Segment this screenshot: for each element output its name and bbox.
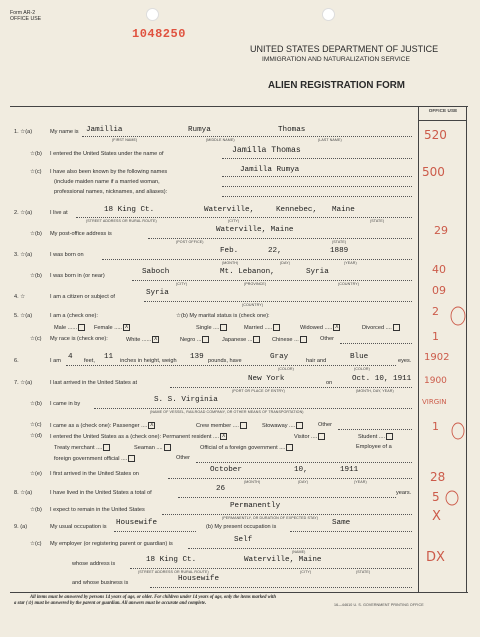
office-use-top: OFFICE USE	[10, 16, 42, 22]
office-mark-2: 2	[432, 305, 439, 318]
q7d-number: ☆(d)	[30, 433, 42, 439]
q7a-on: on	[326, 380, 333, 386]
office-mark-500: 500	[422, 165, 445, 179]
post-office-value[interactable]: Waterville, Maine	[216, 226, 294, 234]
birth-country-value[interactable]: Syria	[306, 268, 329, 276]
office-mark-dx: DX	[426, 550, 445, 565]
status-employee-label: Employee of a	[356, 444, 392, 450]
q1c-line1: I have also been known by the following names	[50, 169, 168, 175]
color-caption-1: (COLOR)	[278, 367, 294, 371]
country-caption-2: (COUNTRY)	[242, 303, 263, 307]
vessel-caption: (NAME OF VESSEL, RAILROAD COMPANY, OR OTHER MEANS OF TRANSPORTATION)	[150, 410, 304, 414]
q5b-label: ☆(b) My marital status is (check one):	[176, 313, 270, 319]
day-caption: (DAY)	[280, 261, 291, 265]
middle-name-value[interactable]: Rumya	[188, 126, 211, 134]
height-feet-value[interactable]: 4	[68, 353, 73, 361]
q6-pounds: pounds, have	[208, 358, 242, 364]
city-caption-3: (CITY)	[300, 570, 312, 574]
q1b-number: ☆(b)	[30, 151, 42, 157]
city-caption-2: (CITY)	[176, 282, 188, 286]
q1c-line3: professional names, nicknames, and aliases):	[54, 189, 168, 195]
q1b-label: I entered the United States under the name of	[50, 151, 164, 157]
q3b-label: I was born in (or near)	[50, 273, 105, 279]
employer-street-value[interactable]: 18 King Ct.	[146, 556, 197, 564]
hair-color-value[interactable]: Gray	[270, 353, 289, 361]
permanently-caption: (PERMANENTLY, OR DURATION OF EXPECTED STAY)	[222, 516, 319, 520]
office-mark-40: 40	[432, 263, 446, 276]
month-day-year-caption: (MONTH, DAY, YEAR)	[356, 389, 394, 393]
q9c-address-label: whose address is	[72, 561, 116, 567]
office-mark-520: 520	[424, 128, 447, 142]
office-mark-5: 5	[432, 490, 440, 504]
punch-hole-left	[146, 8, 159, 21]
entry-other-option[interactable]: Other	[318, 422, 332, 428]
q7a-number: 7. ☆(a)	[14, 380, 33, 386]
q6-number: 6.	[14, 358, 19, 364]
q8b-number: ☆(b)	[30, 507, 42, 513]
arrival-port-value[interactable]: New York	[248, 375, 285, 383]
footer-note-2: a star (☆) must be answered by the parent or guardian. All answers must be accurate and complete.	[14, 601, 207, 606]
q2a-number: 2. ☆(a)	[14, 210, 33, 216]
office-mark-1: 1	[432, 330, 439, 343]
business-value[interactable]: Housewife	[178, 575, 220, 583]
q2b-label: My post-office address is	[50, 231, 112, 237]
office-column-left	[418, 106, 419, 592]
status-treaty-option[interactable]: Treaty merchant ....	[54, 444, 110, 451]
marital-divorced-option[interactable]: Divorced ....	[362, 324, 400, 331]
month-caption-2: (MONTH)	[244, 480, 261, 484]
employer-value[interactable]: Self	[234, 536, 253, 544]
q6-iam: I am	[50, 358, 61, 364]
status-visitor-option[interactable]: Visitor ....	[294, 433, 325, 440]
q4-number: 4. ☆	[14, 294, 26, 300]
middle-name-caption: (MIDDLE NAME)	[206, 138, 235, 142]
day-caption-2: (DAY)	[298, 480, 309, 484]
citizenship-value[interactable]: Syria	[146, 289, 169, 297]
street-caption: (STREET ADDRESS OR RURAL ROUTE)	[86, 219, 157, 223]
race-japanese-option[interactable]: Japanese ...	[222, 336, 260, 343]
state-caption: (STATE)	[370, 219, 385, 223]
q7c-number: ☆(c)	[30, 422, 42, 428]
q7b-label: I came in by	[50, 401, 81, 407]
height-inches-value[interactable]: 11	[104, 353, 114, 361]
q8a-label: I have lived in the United States a total of	[50, 490, 152, 496]
office-mark-1900: 1900	[424, 376, 447, 386]
q7a-label: I last arrived in the United States at	[50, 380, 138, 386]
top-rule	[10, 106, 468, 107]
weight-value[interactable]: 139	[190, 353, 204, 361]
arrival-date-value[interactable]: Oct. 10, 1911	[352, 375, 412, 383]
birth-year-value[interactable]: 1889	[330, 247, 349, 255]
city-caption: (CITY)	[228, 219, 240, 223]
q1c-number: ☆(c)	[30, 169, 42, 175]
entry-passenger-option[interactable]: I came as a (check one): Passenger .... X	[50, 422, 154, 429]
year-caption: (YEAR)	[344, 261, 357, 265]
form-id: Form AR-2	[10, 10, 36, 16]
status-seaman-option[interactable]: Seaman ....	[134, 444, 171, 451]
q3a-number: 3. ☆(a)	[14, 252, 33, 258]
q2a-label: I live at	[50, 210, 68, 216]
office-mark-virgin: VIRGIN	[422, 398, 447, 406]
q7b-number: ☆(b)	[30, 401, 42, 407]
entry-crew-option[interactable]: Crew member ....	[196, 422, 247, 429]
entered-name-value[interactable]: Jamilla Thomas	[232, 146, 301, 155]
q1a-label: My name is	[50, 129, 79, 135]
office-header-rule	[418, 120, 466, 121]
q8a-number: 8. ☆(a)	[14, 490, 33, 496]
first-name-value[interactable]: Jamillia	[86, 126, 123, 134]
office-mark-09: 09	[432, 284, 446, 297]
bottom-rule	[10, 592, 468, 593]
q3b-number: ☆(b)	[30, 273, 42, 279]
q7e-label: I first arrived in the United States on	[50, 471, 139, 477]
state-caption-2: (STATE)	[332, 240, 347, 244]
years-in-us-value[interactable]: 26	[216, 485, 226, 493]
month-caption: (MONTH)	[222, 261, 239, 265]
residence-city-value[interactable]: Waterville,	[204, 206, 255, 214]
q1a-number: 1. ☆(a)	[14, 129, 33, 135]
first-arrival-month-value[interactable]: October	[210, 466, 242, 474]
country-caption: (COUNTRY)	[338, 282, 359, 286]
department-name: UNITED STATES DEPARTMENT OF JUSTICE	[250, 44, 439, 54]
q5c-label: My race is (check one):	[50, 336, 108, 342]
alias-value[interactable]: Jamilla Rumya	[240, 166, 300, 174]
birth-month-value[interactable]: Feb.	[220, 247, 239, 255]
status-official-option[interactable]: Official of a foreign government ....	[200, 444, 293, 451]
status-permanent-option[interactable]: I entered the United States as a (check one): Permanent resident .... X	[50, 433, 226, 440]
birth-city-value[interactable]: Saboch	[142, 268, 170, 276]
sex-male-option[interactable]: Male ......	[54, 324, 85, 331]
marital-widowed-option[interactable]: Widowed ..... X	[300, 324, 339, 331]
entry-stowaway-option[interactable]: Stowaway ....	[262, 422, 303, 429]
footer-note-1: All items must be answered by persons 14 years of age, or older. For children under 14 years of age, only the items marked with	[30, 595, 276, 600]
form-title: ALIEN REGISTRATION FORM	[268, 80, 405, 91]
birth-province-value[interactable]: Mt. Lebanon,	[220, 268, 275, 276]
eye-color-value[interactable]: Blue	[350, 353, 369, 361]
q6-inches: inches in height, weigh	[120, 358, 177, 364]
q6-hair: hair and	[306, 358, 327, 364]
q9b-label: (b) My present occupation is	[206, 524, 277, 530]
birth-day-value[interactable]: 22,	[268, 247, 282, 255]
q1c-line2: (include maiden name if a married woman,	[54, 179, 160, 185]
last-name-caption: (LAST NAME)	[318, 138, 342, 142]
q9a-number: 9. (a)	[14, 524, 28, 530]
office-mark-x: X	[432, 509, 441, 524]
present-occupation-value[interactable]: Same	[332, 519, 351, 527]
q5a-label: I am a (check one):	[50, 313, 98, 319]
race-negro-option[interactable]: Negro ...	[180, 336, 209, 343]
serial-number: 1048250	[132, 27, 186, 41]
q8a-unit: years.	[396, 490, 412, 496]
office-column-right	[466, 106, 467, 592]
race-white-option[interactable]: White ...... X	[126, 336, 158, 343]
q2b-number: ☆(b)	[30, 231, 42, 237]
q8b-label: I expect to remain in the United States	[50, 507, 145, 513]
sex-female-option[interactable]: Female ..... X	[94, 324, 129, 331]
first-arrival-year-value[interactable]: 1911	[340, 466, 359, 474]
race-other-option[interactable]: Other	[320, 336, 334, 342]
q5a-number: 5. ☆(a)	[14, 313, 33, 319]
color-caption-2: (COLOR)	[354, 367, 370, 371]
port-caption: (PORT OR PLACE OF ENTRY)	[232, 389, 285, 393]
q9a-label: My usual occupation is	[50, 524, 107, 530]
street-caption-2: (STREET ADDRESS OR RURAL ROUTE)	[138, 570, 209, 574]
first-name-caption: (FIRST NAME)	[112, 138, 138, 142]
state-caption-3: (STATE)	[356, 570, 371, 574]
printing-office: 16—44610 U. S. GOVERNMENT PRINTING OFFICE	[334, 603, 424, 607]
q9c-number: ☆(c)	[30, 541, 42, 547]
employer-city-value[interactable]: Waterville, Maine	[244, 556, 322, 564]
service-name: IMMIGRATION AND NATURALIZATION SERVICE	[262, 56, 410, 63]
residence-state-value[interactable]: Maine	[332, 206, 355, 214]
office-mark-28: 28	[430, 470, 446, 484]
last-name-value[interactable]: Thomas	[278, 126, 306, 134]
year-caption-2: (YEAR)	[354, 480, 367, 484]
race-chinese-option[interactable]: Chinese ...	[272, 336, 307, 343]
office-column-header: OFFICE USE	[428, 108, 458, 113]
usual-occupation-value[interactable]: Housewife	[116, 519, 158, 527]
marital-single-option[interactable]: Single ....	[196, 324, 227, 331]
q4-label: I am a citizen or subject of	[50, 294, 115, 300]
post-office-caption: (POST OFFICE)	[176, 240, 204, 244]
first-arrival-day-value[interactable]: 10,	[294, 466, 308, 474]
status-other-option[interactable]: Other	[176, 455, 190, 461]
status-student-option[interactable]: Student ....	[358, 433, 393, 440]
residence-street-value[interactable]: 18 King Ct.	[104, 206, 155, 214]
office-mark-29: 29	[434, 224, 448, 237]
office-mark-1b: 1	[432, 420, 439, 433]
residence-county-value[interactable]: Kennebec,	[276, 206, 318, 214]
status-foreign-official-option[interactable]: foreign government official ....	[54, 455, 135, 462]
q6-eyes: eyes.	[398, 358, 412, 364]
q3a-label: I was born on	[50, 252, 84, 258]
name-caption: (NAME)	[292, 550, 306, 554]
province-caption: (PROVINCE)	[244, 282, 267, 286]
q6-feet: feet,	[84, 358, 95, 364]
q9c-label: My employer (or registering parent or guardian) is	[50, 541, 173, 547]
vessel-value[interactable]: S. S. Virginia	[154, 396, 218, 404]
q9c-business-label: and whose business is	[72, 580, 129, 586]
q5c-number: ☆(c)	[30, 336, 42, 342]
punch-hole-right	[322, 8, 335, 21]
q7e-number: ☆(e)	[30, 471, 42, 477]
expected-stay-value[interactable]: Permanently	[230, 502, 281, 510]
office-mark-1902: 1902	[424, 352, 450, 363]
marital-married-option[interactable]: Married .....	[244, 324, 280, 331]
